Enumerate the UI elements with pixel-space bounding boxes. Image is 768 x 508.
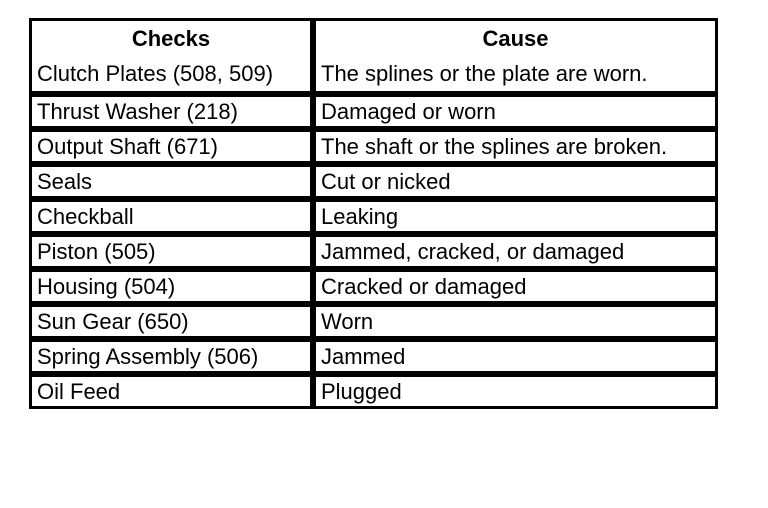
cause-cell: Cracked or damaged — [310, 266, 715, 301]
table-header-row — [32, 21, 715, 56]
table-row — [32, 161, 715, 196]
check-cell: Spring Assembly (506) — [32, 336, 310, 371]
check-cell: Thrust Washer (218) — [32, 91, 310, 126]
cause-cell: Cut or nicked — [310, 161, 715, 196]
check-cell: Output Shaft (671) — [32, 126, 310, 161]
table-row — [32, 266, 715, 301]
cause-cell: Jammed — [310, 336, 715, 371]
cause-cell: Damaged or worn — [310, 91, 715, 126]
cause-cell: The splines or the plate are worn. — [310, 56, 715, 91]
header-checks: Checks — [32, 21, 310, 56]
cause-cell: Leaking — [310, 196, 715, 231]
check-cell: Sun Gear (650) — [32, 301, 310, 336]
table-row — [32, 336, 715, 371]
check-cell: Housing (504) — [32, 266, 310, 301]
cause-cell: Jammed, cracked, or damaged — [310, 231, 715, 266]
table-row — [32, 301, 715, 336]
table — [32, 21, 715, 406]
check-cell: Checkball — [32, 196, 310, 231]
checks-cause-table — [29, 18, 718, 409]
table-row — [32, 56, 715, 91]
cause-cell: Worn — [310, 301, 715, 336]
header-cause: Cause — [310, 21, 715, 56]
table-row — [32, 91, 715, 126]
table-row — [32, 196, 715, 231]
check-cell: Oil Feed — [32, 371, 310, 406]
check-cell: Seals — [32, 161, 310, 196]
table-row — [32, 126, 715, 161]
table-row — [32, 231, 715, 266]
check-cell: Clutch Plates (508, 509) — [32, 56, 310, 91]
table-row — [32, 371, 715, 406]
cause-cell: The shaft or the splines are broken. — [310, 126, 715, 161]
cause-cell: Plugged — [310, 371, 715, 406]
check-cell: Piston (505) — [32, 231, 310, 266]
